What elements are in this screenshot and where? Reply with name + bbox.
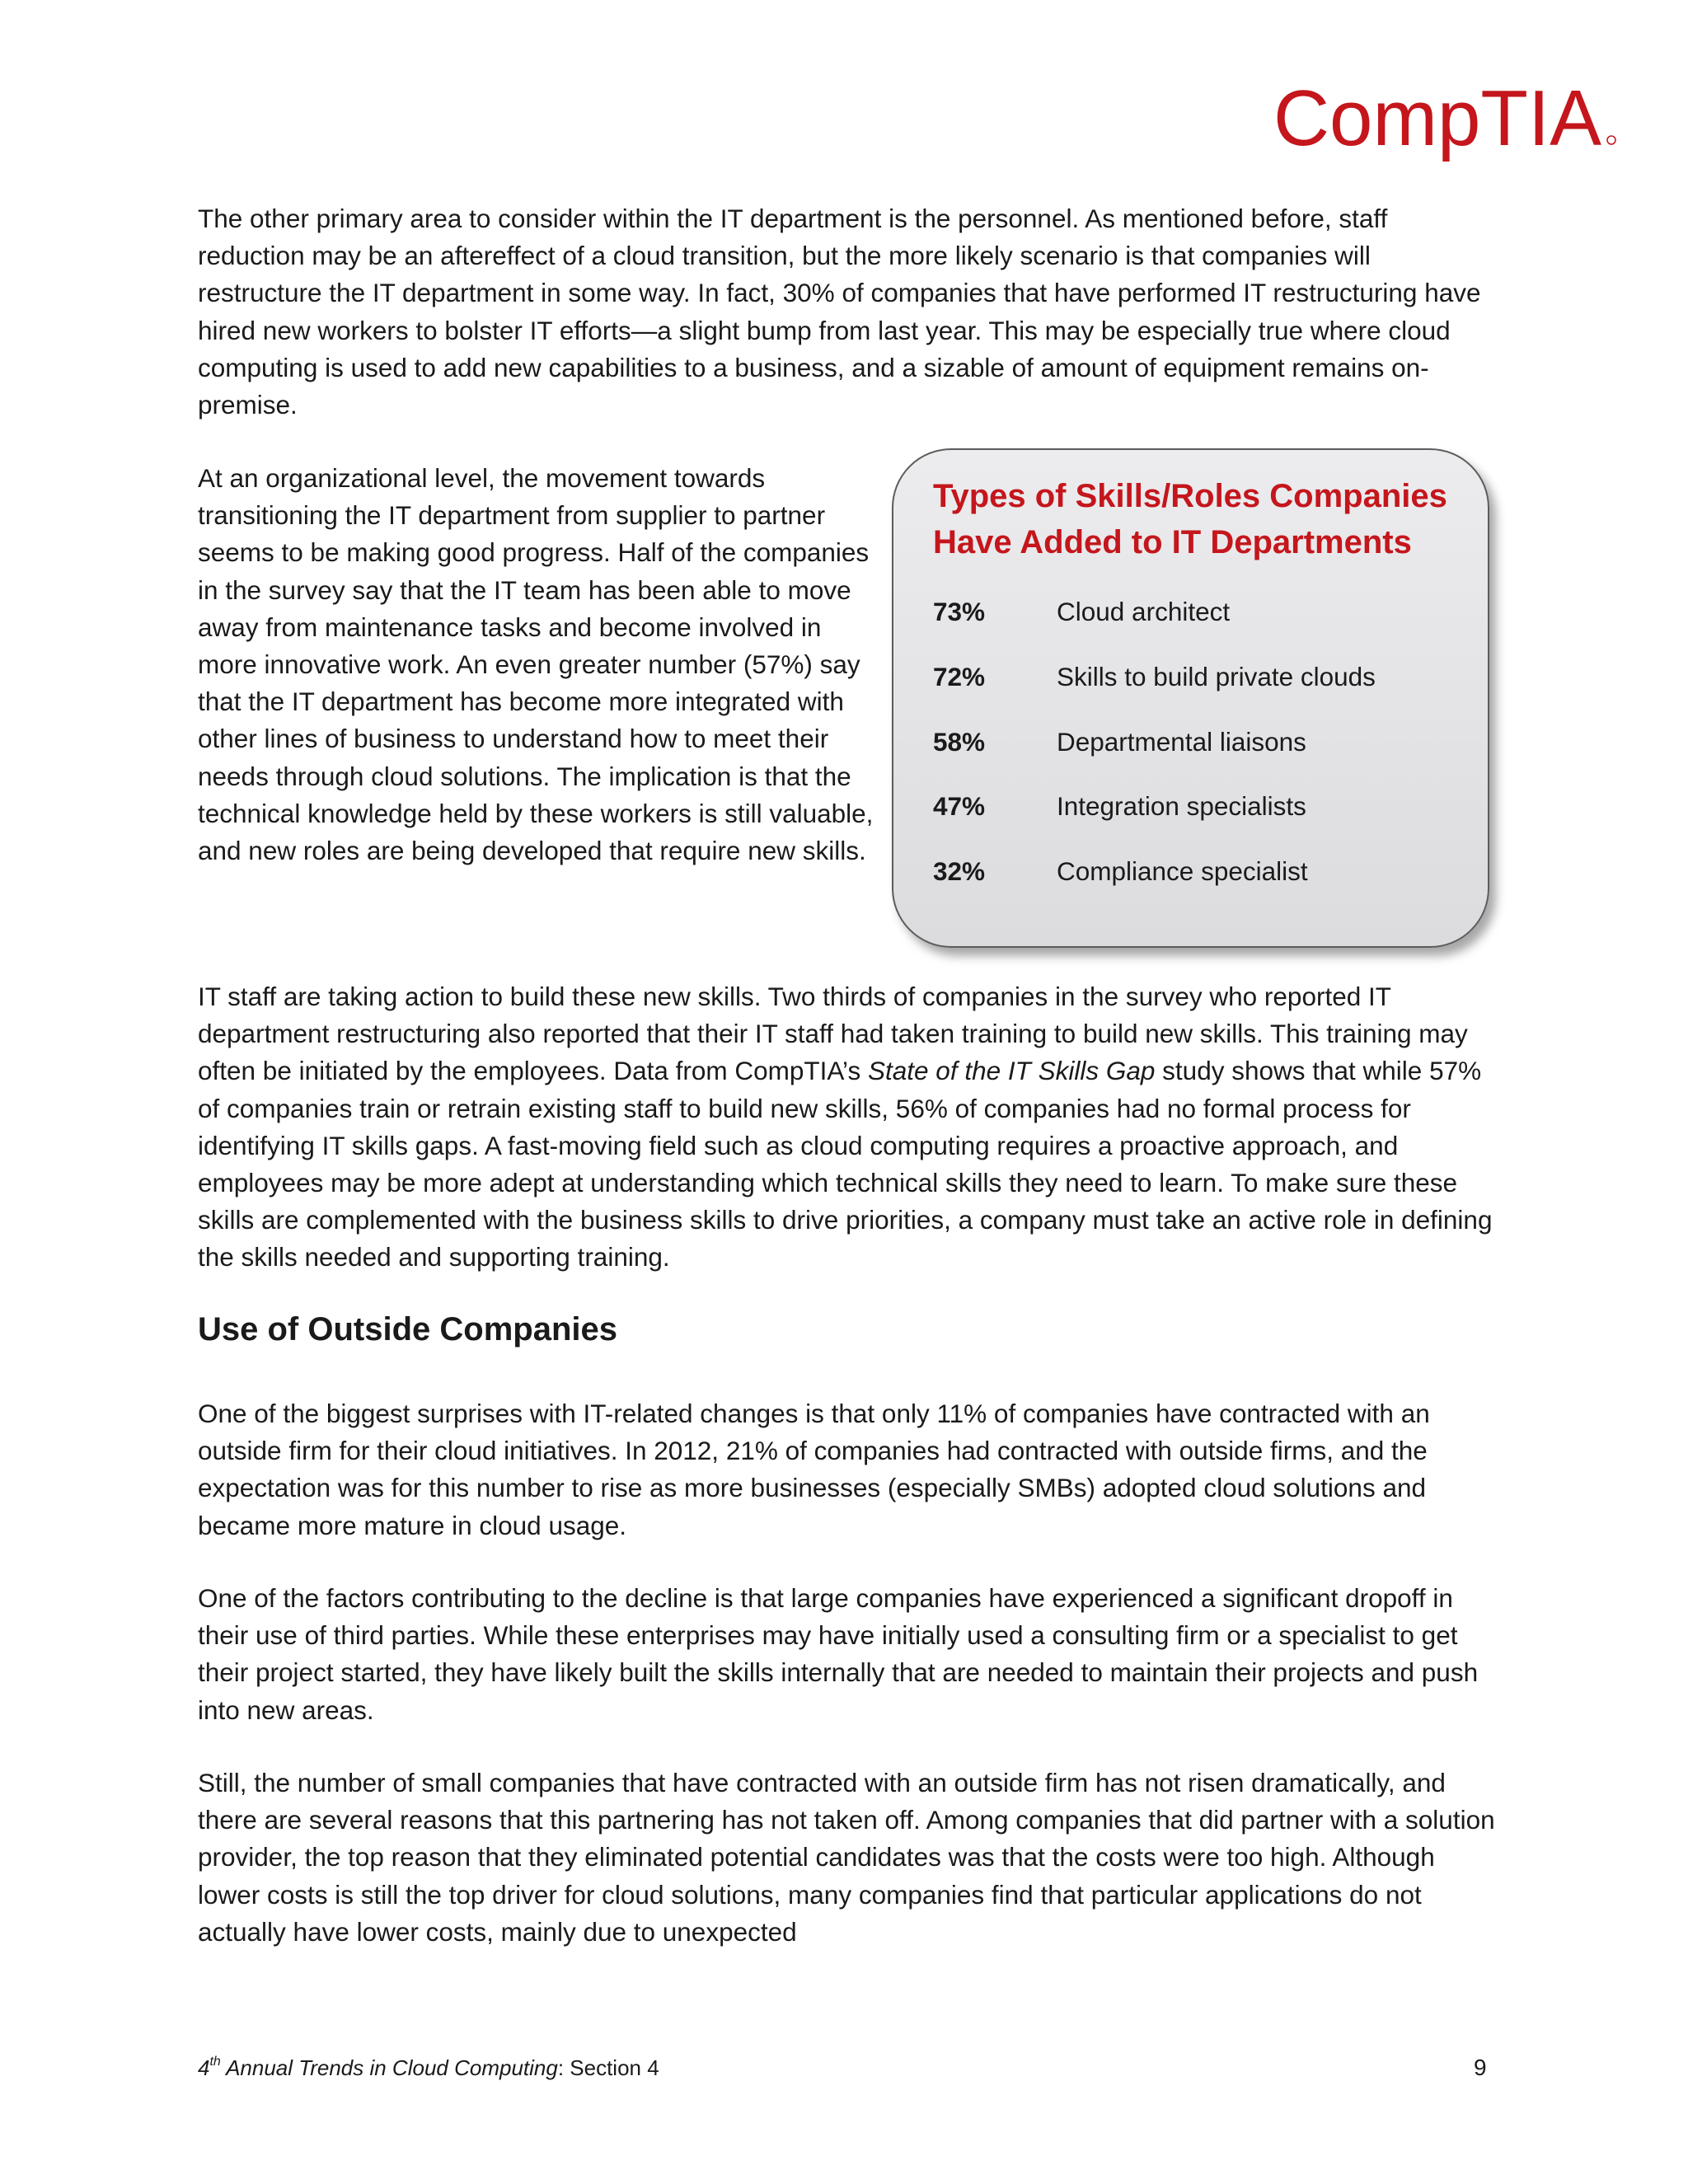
paragraph-small-companies: Still, the number of small companies that have contracted with an outside firm has not risen dramatically, and there are several reasons that this partnering has not taken off. Among companies that did partner with a solution provider, the top reason that they eliminated potential candidates was that the costs were too high. Although lower costs is still the top driver for cloud solutions, many companies find that particular applications do not actually have lower costs, mainly due to unexpected <box>198 1768 1495 1947</box>
footer-title <box>198 2054 659 2082</box>
stat-row <box>933 856 1376 921</box>
stat-percent: 32% <box>933 856 986 887</box>
paragraph-outside-firms: One of the biggest surprises with IT-related changes is that only 11% of companies have contracted with an outside firm for their cloud initiatives. In 2012, 21% of companies had contracted with outside firms, and the expectation was for this number to rise as more businesses (especially SMBs) adopted cloud solutions and became more mature in cloud usage. <box>198 1399 1430 1540</box>
stat-percent: 47% <box>933 791 986 822</box>
stat-label: Compliance specialist <box>1057 856 1308 887</box>
paragraph-decline-factors: One of the factors contributing to the decline is that large companies have experienced a significant dropoff in their use of third parties. While these enterprises may have initially used a consulting firm or a specialist to get their project started, they have likely built the skills internally that are needed to maintain their projects and push into new areas. <box>198 1583 1479 1725</box>
footer-edition-suffix: th <box>209 2055 221 2069</box>
comptia-logo <box>1273 76 1620 166</box>
paragraph-organizational-level: At an organizational level, the movement towards transitioning the IT department from supplier to partner seems to be making good progress. Half of the companies in the survey say that the IT team has been able to move away from maintenance tasks and become involved in more innovative work. An even greater number (57%) say that the IT department has become more integrated with other lines of business to understand how to meet their needs through cloud solutions. The implication is that the technical knowledge held by these workers is still valuable, and new roles are being developed that require new skills. <box>198 463 874 866</box>
stat-row <box>933 662 1376 727</box>
p3-text-after: study shows that while 57% of companies train or retrain existing staff to build new skills, 56% of companies had no formal process for identifying IT skills gaps. A fast-moving field such as cloud computing requires a proactive approach, and employees may be more adept at understanding which technical skills they need to learn. To make sure these skills are complemented with the business skills to drive priorities, a company must take an active role in defining the skills needed and supporting training. <box>198 1056 1493 1272</box>
stat-label: Skills to build private clouds <box>1057 661 1376 691</box>
stat-label: Cloud architect <box>1057 597 1231 626</box>
footer-edition-number: 4 <box>198 2055 210 2080</box>
stat-percent: 72% <box>933 661 986 691</box>
stat-percent: 73% <box>933 597 986 626</box>
section-heading: Use of Outside Companies <box>198 1311 617 1347</box>
stat-row <box>933 791 1376 856</box>
comptia-logo-text: CompTIA <box>1273 76 1601 162</box>
page-number: 9 <box>1474 2055 1487 2080</box>
stat-label: Integration specialists <box>1057 791 1306 822</box>
report-title-italic: State of the IT Skills Gap <box>868 1056 1156 1086</box>
paragraph-it-staff-training <box>198 978 1500 1277</box>
footer-section: : Section 4 <box>557 2055 659 2080</box>
skills-roles-callout <box>892 448 1489 948</box>
stat-percent: 58% <box>933 726 986 757</box>
callout-title: Types of Skills/Roles Companies Have Added to IT Departments <box>933 478 1447 560</box>
stat-row <box>933 727 1376 792</box>
p3-text-before: IT staff are taking action to build these new skills. Two thirds of companies in the survey who reported IT department restructuring also reported that their IT staff had taken training to build new skills. This training may often be initiated by the employees. Data from CompTIA’s <box>198 982 1468 1086</box>
stat-row <box>933 597 1376 662</box>
footer-report-title: Annual Trends in Cloud Computing <box>220 2055 558 2080</box>
skills-stats-list <box>933 597 1376 921</box>
paragraph-personnel: The other primary area to consider within the IT department is the personnel. As mentioned before, staff reduction may be an aftereffect of a cloud transition, but the more likely scenario is that companies will restructure the IT department in some way. In fact, 30% of companies that have performed IT restructuring have hired new workers to bolster IT efforts—a slight bump from last year. This may be especially true where cloud computing is used to add new capabilities to a business, and a sizable of amount of equipment remains on-premise. <box>198 204 1481 420</box>
stat-label: Departmental liaisons <box>1057 726 1306 757</box>
